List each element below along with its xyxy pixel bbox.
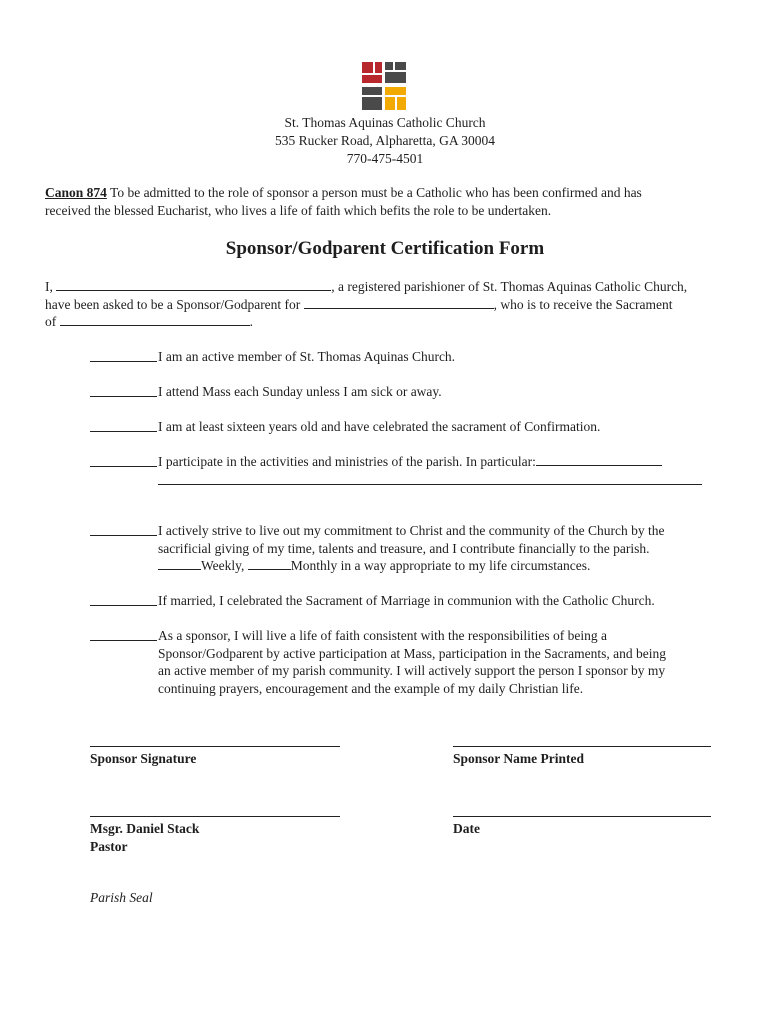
- initial-field[interactable]: [90, 383, 157, 397]
- pastor-name: Msgr. Daniel Stack: [90, 821, 200, 836]
- sacrament-field[interactable]: [60, 313, 250, 326]
- intro-asked: have been asked to be a Sponsor/Godparent for: [45, 296, 301, 312]
- item-text-line1: I actively strive to live out my commitment to Christ and the community of the Church by the: [158, 523, 665, 538]
- intro-period: .: [249, 314, 253, 329]
- canon-paragraph: [45, 184, 745, 219]
- item-text: I am an active member of St. Thomas Aquinas Church.: [158, 349, 456, 364]
- weekly-label: Weekly,: [201, 558, 245, 573]
- item-age-confirmation: [90, 418, 730, 436]
- initial-field[interactable]: [90, 592, 157, 606]
- date-line[interactable]: [453, 816, 711, 817]
- church-address: 535 Rucker Road, Alpharetta, GA 30004: [274, 133, 496, 148]
- form-title: Sponsor/Godparent Certification Form: [225, 238, 545, 259]
- weekly-field[interactable]: [158, 557, 201, 570]
- item-text: I participate in the activities and ministries of the parish. In particular:: [158, 454, 536, 469]
- item-participate: [90, 453, 730, 471]
- sponsor-name-printed-label: Sponsor Name Printed: [453, 751, 585, 766]
- sponsor-name-printed-line[interactable]: [453, 746, 711, 747]
- ministries-field-line2[interactable]: [158, 484, 702, 485]
- item-text-line1: As a sponsor, I will live a life of faith consistent with the responsibilities of being a: [158, 628, 608, 643]
- initial-field[interactable]: [90, 418, 157, 432]
- item-text: If married, I celebrated the Sacrament of Marriage in communion with the Catholic Church.: [158, 593, 655, 608]
- item-text: I attend Mass each Sunday unless I am sick or away.: [158, 384, 442, 399]
- intro-i: I,: [45, 279, 53, 294]
- canon-text-line1: To be admitted to the role of sponsor a person must be a Catholic who has been confirmed and has: [106, 185, 642, 200]
- intro-receive: , who is to receive the Sacrament: [493, 296, 673, 312]
- canon-label: Canon 874: [45, 185, 107, 200]
- item-text-line2: Sponsor/Godparent by active participation at Mass, participation in the Sacraments, and being: [158, 645, 666, 661]
- item-text-line2: sacrificial giving of my time, talents and treasure, and I contribute financially to the parish.: [158, 540, 650, 556]
- item-marriage: [90, 592, 730, 610]
- candidate-name-field[interactable]: [304, 296, 494, 309]
- initial-field[interactable]: [90, 522, 157, 536]
- initial-field[interactable]: [90, 348, 157, 362]
- monthly-label: Monthly in a way appropriate to my life circumstances.: [290, 558, 591, 573]
- item-attend-mass: [90, 383, 730, 401]
- date-label: Date: [453, 821, 480, 836]
- ministries-field[interactable]: [536, 453, 662, 466]
- monthly-field[interactable]: [248, 557, 291, 570]
- parish-seal-label: Parish Seal: [90, 890, 153, 905]
- pastor-title: Pastor: [90, 839, 128, 854]
- item-text-line4: continuing prayers, encouragement and the example of my daily Christian life.: [158, 680, 584, 696]
- pastor-signature-line[interactable]: [90, 816, 340, 817]
- item-text-line3: an active member of my parish community. I will actively support the person I sponsor by my: [158, 663, 666, 678]
- canon-text-line2: received the blessed Eucharist, who lives a life of faith which befits the role to be undertaken.: [45, 202, 552, 218]
- initial-field[interactable]: [90, 453, 157, 467]
- sponsor-signature-label: Sponsor Signature: [90, 751, 197, 766]
- church-name: St. Thomas Aquinas Catholic Church: [284, 115, 486, 130]
- sponsor-name-field[interactable]: [56, 278, 331, 291]
- item-stewardship: [90, 522, 730, 575]
- church-logo-icon: [362, 62, 406, 110]
- church-phone: 770-475-4501: [346, 151, 424, 166]
- sponsor-signature-line[interactable]: [90, 746, 340, 747]
- item-active-member: [90, 348, 730, 366]
- intro-after-name: , a registered parishioner of St. Thomas Aquinas Catholic Church,: [331, 279, 688, 294]
- intro-of: of: [45, 314, 57, 329]
- intro-paragraph: [45, 278, 745, 331]
- item-text: I am at least sixteen years old and have celebrated the sacrament of Confirmation.: [158, 419, 601, 434]
- item-sponsor-commitment: [90, 627, 730, 697]
- initial-field[interactable]: [90, 627, 157, 641]
